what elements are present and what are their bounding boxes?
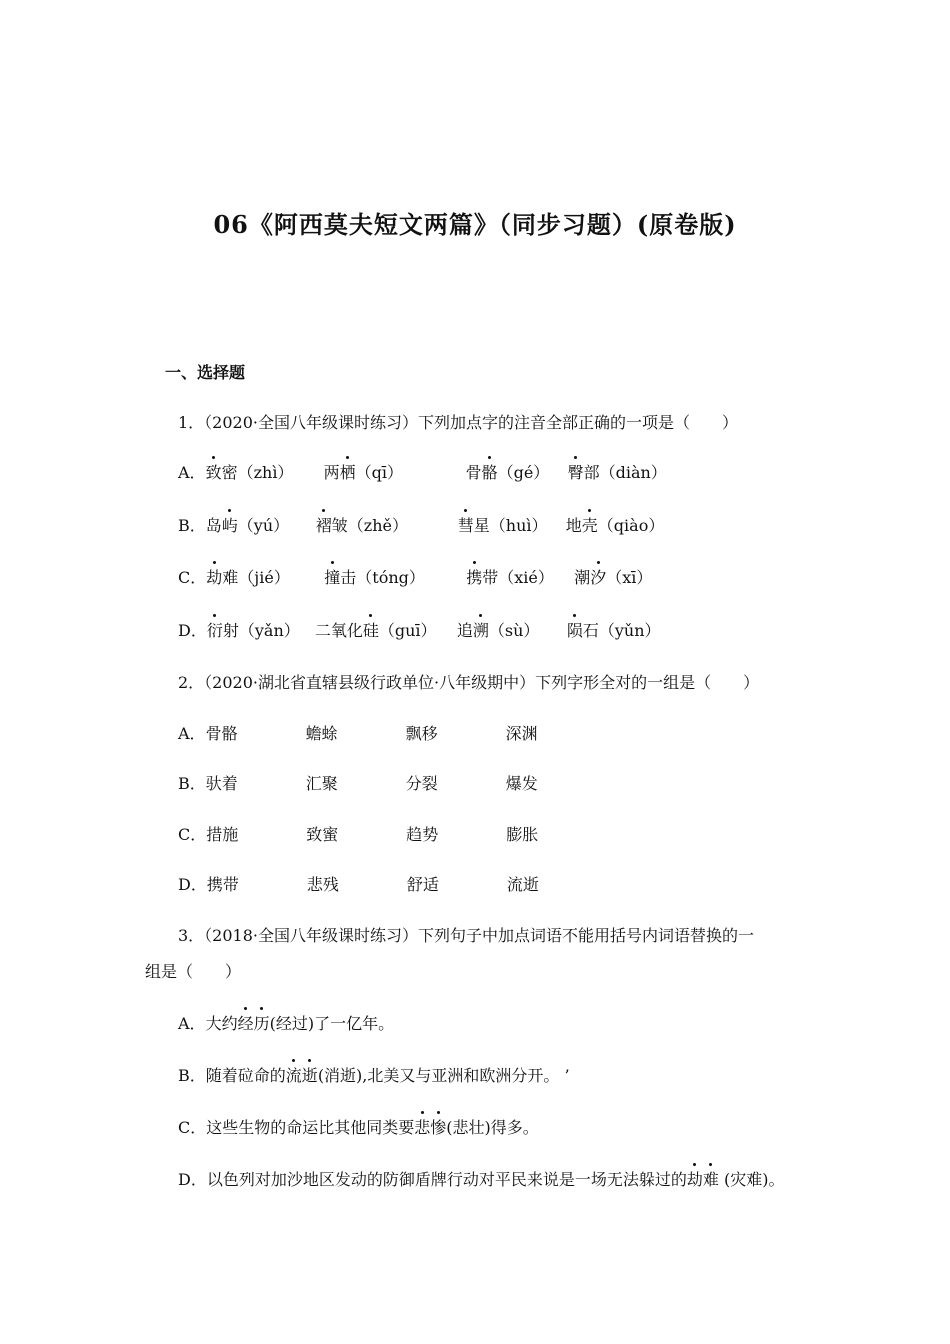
- question-2-option-b: [178, 771, 538, 794]
- dotted-char: 劫: [206, 565, 222, 588]
- option-label: B．: [178, 774, 206, 793]
- option-word: 流逝: [506, 875, 539, 894]
- dotted-char: 流: [286, 1063, 302, 1086]
- dotted-char: 撞: [324, 565, 340, 588]
- dotted-char: 骼: [482, 460, 498, 483]
- option-label: C．: [178, 1118, 207, 1137]
- question-3-option-d: D．以色列对加沙地区发动的防御盾牌行动对平民来说是一场无法躲过的劫难 (灾难)。: [178, 1167, 784, 1190]
- option-word: 驮着: [205, 774, 238, 793]
- dotted-char: 携: [466, 565, 482, 588]
- question-3-stem-line-2: 组是（ ）: [145, 962, 242, 981]
- question-3-option-c: C．这些生物的命运比其他同类要悲惨(悲壮)得多。: [178, 1115, 539, 1138]
- dotted-char: 壳: [582, 513, 598, 536]
- question-1-stem: 1．（2020·全国八年级课时练习）下列加点字的注音全部正确的一项是（ ）: [178, 413, 738, 432]
- option-item: 陨石（yǔn）: [567, 618, 661, 641]
- option-item: 骨骼（gé）: [466, 460, 568, 483]
- option-item: 追溯（sù）: [457, 618, 567, 641]
- dotted-char: 悲: [414, 1115, 430, 1138]
- option-label: C．: [178, 568, 207, 587]
- option-word: 骨骼: [205, 724, 238, 743]
- dotted-char: 汐: [590, 565, 606, 588]
- question-2-option-d: [178, 872, 539, 895]
- option-word: 趋势: [406, 825, 439, 844]
- question-2-stem: 2．（2020·湖北省直辖县级行政单位·八年级期中）下列字形全对的一组是（ ）: [178, 673, 760, 692]
- option-item: 两栖（qī）: [324, 460, 466, 483]
- question-1-option-a: [178, 460, 667, 483]
- dotted-char: 劫: [687, 1167, 703, 1190]
- dotted-char: 栖: [340, 460, 356, 483]
- option-item: 地壳（qiào）: [566, 513, 665, 536]
- question-3-option-b: B．随着砬命的流逝(消逝),北美又与亚洲和欧洲分开。 ’: [178, 1063, 570, 1086]
- question-1-option-d: [178, 618, 661, 641]
- option-word: 措施: [206, 825, 239, 844]
- dotted-char: 硅: [363, 618, 379, 641]
- option-word: 携带: [206, 875, 239, 894]
- option-item: 二氧化硅（guī）: [315, 618, 457, 641]
- dotted-char: 衍: [207, 618, 223, 641]
- dotted-char: 屿: [222, 513, 238, 536]
- option-item: 撞击（tóng）: [324, 565, 466, 588]
- option-word: 舒适: [406, 875, 439, 894]
- option-word: 爆发: [505, 774, 538, 793]
- option-word: 蟾蜍: [305, 724, 338, 743]
- question-3-stem-line-1: 3．（2018·全国八年级课时练习）下列句子中加点词语不能用括号内词语替换的一: [178, 926, 754, 945]
- question-3-option-a: A．大约经历(经过)了一亿年。: [178, 1011, 394, 1034]
- option-label: C．: [178, 825, 207, 844]
- dotted-char: 经: [238, 1011, 254, 1034]
- option-word: 致蜜: [306, 825, 339, 844]
- dotted-char: 陨: [567, 618, 583, 641]
- dotted-char: 褶: [316, 513, 332, 536]
- dotted-char: 惨: [430, 1115, 446, 1138]
- option-item: 劫难（jié）: [206, 565, 324, 588]
- option-label: A．: [178, 1014, 206, 1033]
- option-word: 深渊: [505, 724, 538, 743]
- option-label: A．: [178, 724, 206, 743]
- page-title: 06《阿西莫夫短文两篇》（同步习题）(原卷版): [213, 210, 737, 239]
- dotted-char: 难: [703, 1167, 719, 1190]
- question-1-option-b: [178, 513, 664, 536]
- option-item: 臀部（diàn）: [568, 460, 667, 483]
- question-2-option-c: [178, 822, 538, 845]
- option-item: 致密（zhì）: [206, 460, 324, 483]
- option-label: D．: [178, 875, 207, 894]
- option-word: 悲残: [306, 875, 339, 894]
- question-1-option-c: [178, 565, 652, 588]
- option-word: 分裂: [405, 774, 438, 793]
- dotted-char: 溯: [473, 618, 489, 641]
- dotted-char: 逝: [302, 1063, 318, 1086]
- question-2-option-a: [178, 721, 538, 744]
- option-label: B．: [178, 1066, 206, 1085]
- option-item: 彗星（huì）: [458, 513, 566, 536]
- dotted-char: 彗: [458, 513, 474, 536]
- dotted-char: 致: [206, 460, 222, 483]
- option-item: 衍射（yǎn）: [207, 618, 315, 641]
- option-word: 膨胀: [506, 825, 539, 844]
- option-item: 潮汐（xī）: [574, 565, 652, 588]
- option-item: 褶皱（zhě）: [316, 513, 458, 536]
- option-item: 岛屿（yú）: [206, 513, 316, 536]
- dotted-char: 臀: [568, 460, 584, 483]
- option-label: D．: [178, 621, 207, 640]
- dotted-char: 历: [254, 1011, 270, 1034]
- option-label: A．: [178, 463, 206, 482]
- option-word: 飘移: [405, 724, 438, 743]
- option-item: 携带（xié）: [466, 565, 574, 588]
- option-label: B．: [178, 516, 206, 535]
- option-word: 汇聚: [305, 774, 338, 793]
- section-heading: 一、选择题: [165, 363, 246, 382]
- option-label: D．: [178, 1170, 207, 1189]
